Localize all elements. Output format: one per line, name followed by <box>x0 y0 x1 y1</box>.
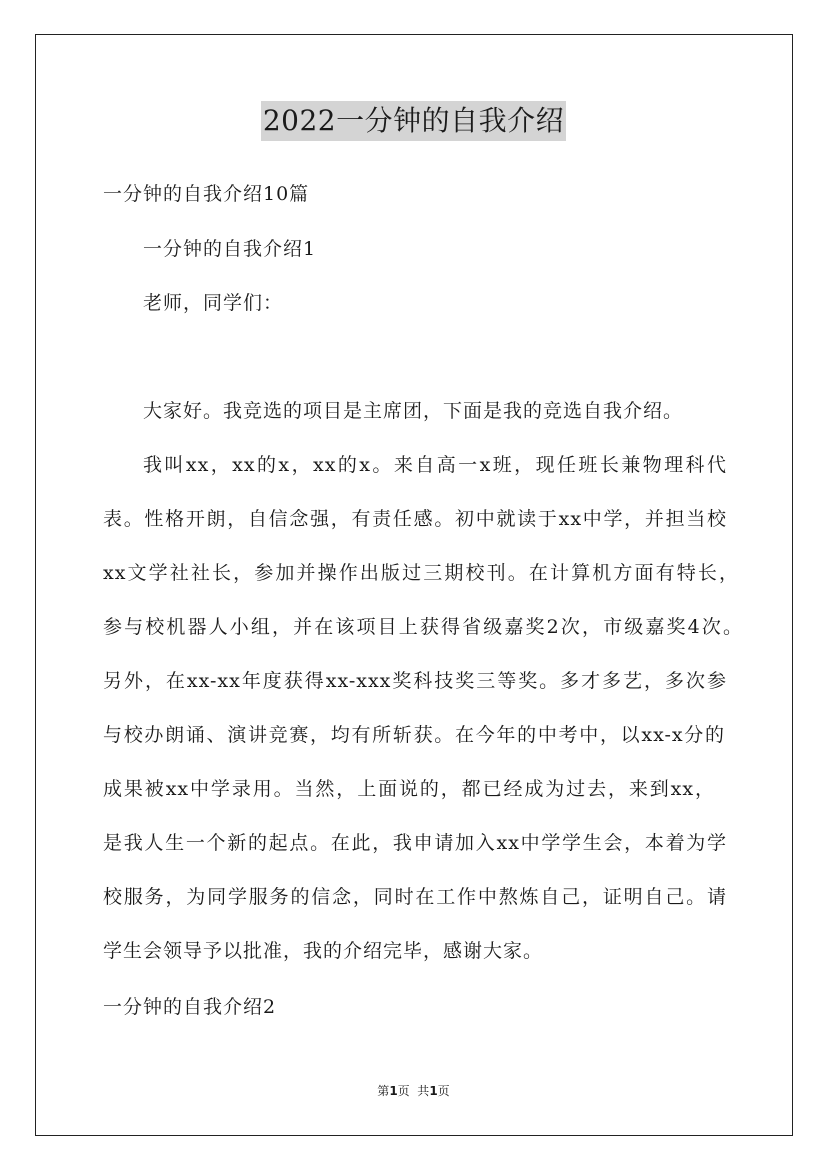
paragraph-2-line: xx文学社社长，参加并操作出版过三期校刊。在计算机方面有特长， <box>103 562 739 584</box>
section-title-2: 一分钟的自我介绍2 <box>103 996 277 1018</box>
paragraph-1: 大家好。我竞选的项目是主席团，下面是我的竞选自我介绍。 <box>143 400 684 422</box>
paragraph-2-line: 参与校机器人小组，并在该项目上获得省级嘉奖2次，市级嘉奖4次。 <box>103 616 743 638</box>
footer-page-number: 1 <box>389 1084 398 1098</box>
document-title: 2022一分钟的自我介绍 <box>261 101 566 141</box>
paragraph-2-line: 校服务，为同学服务的信念，同时在工作中熬炼自己，证明自己。请 <box>103 886 727 908</box>
footer-page-total: 1 <box>429 1084 438 1098</box>
paragraph-2-line: 与校办朗诵、演讲竞赛，均有所斩获。在今年的中考中，以xx-x分的 <box>103 724 725 746</box>
paragraph-2-line: 学生会领导予以批准，我的介绍完毕，感谢大家。 <box>103 940 544 962</box>
page-footer <box>0 1083 827 1099</box>
paragraph-2-line: 表。性格开朗，自信念强，有责任感。初中就读于xx中学，并担当校 <box>103 508 727 530</box>
section-title-1: 一分钟的自我介绍1 <box>143 238 317 260</box>
title-container <box>0 101 827 141</box>
footer-suffix: 页 <box>437 1084 450 1098</box>
paragraph-2-line: 是我人生一个新的起点。在此，我申请加入xx中学学生会，本着为学 <box>103 832 727 854</box>
paragraph-2-line: 另外，在xx-xx年度获得xx-xxx奖科技奖三等奖。多才多艺，多次参 <box>103 670 727 692</box>
paragraph-2-line: 成果被xx中学录用。当然，上面说的，都已经成为过去，来到xx， <box>103 778 715 800</box>
footer-prefix: 第 <box>377 1084 390 1098</box>
document-heading: 一分钟的自我介绍10篇 <box>103 183 310 205</box>
salutation: 老师，同学们： <box>143 292 284 314</box>
paragraph-2-line: 我叫xx，xx的x，xx的x。来自高一x班，现任班长兼物理科代 <box>143 454 727 476</box>
footer-mid: 页 共 <box>397 1084 430 1098</box>
